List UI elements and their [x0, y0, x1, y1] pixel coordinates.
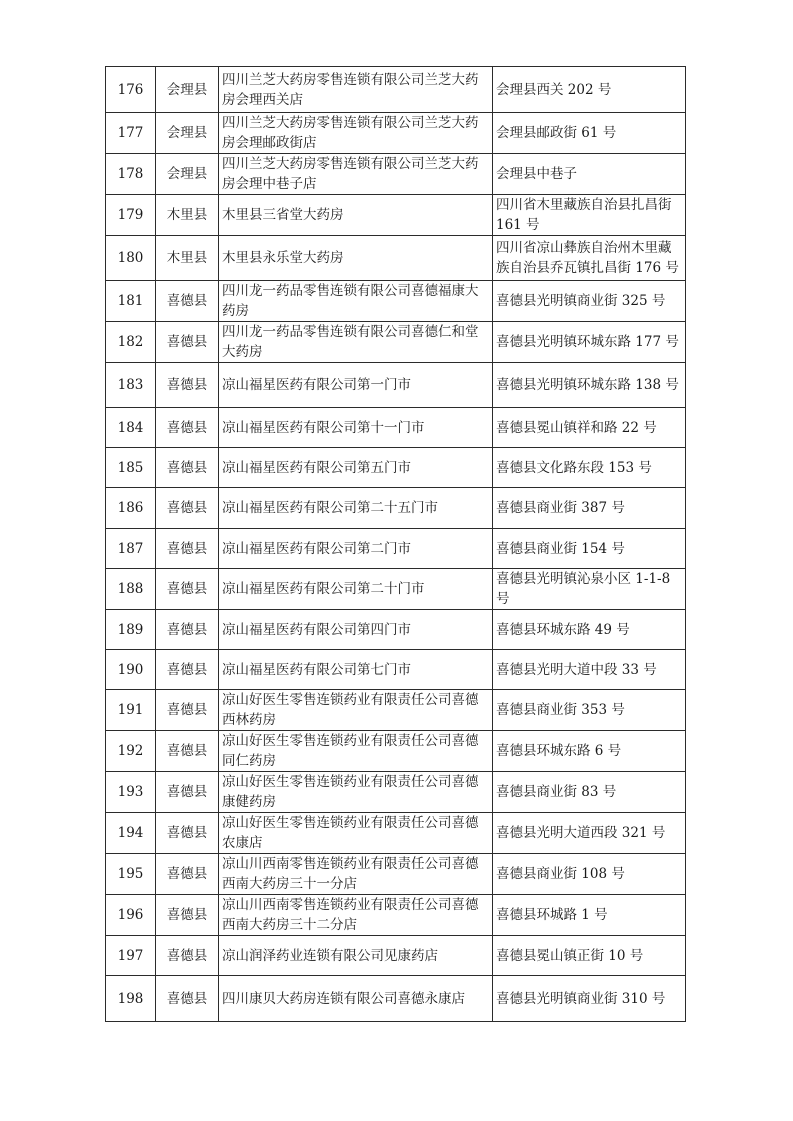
address-cell: 喜德县文化路东段 153 号: [493, 448, 686, 488]
table-row: [106, 650, 686, 690]
county-cell: 木里县: [156, 236, 219, 281]
table-row: [106, 154, 686, 195]
pharmacy-name-cell: 凉山福星医药有限公司第十一门市: [219, 408, 493, 448]
table-row: [106, 408, 686, 448]
table-row: [106, 772, 686, 813]
row-number: 176: [106, 67, 156, 113]
address-cell: 喜德县环城路 1 号: [493, 895, 686, 936]
address-cell: 喜德县冕山镇祥和路 22 号: [493, 408, 686, 448]
address-cell: 喜德县商业街 387 号: [493, 488, 686, 529]
county-cell: 喜德县: [156, 650, 219, 690]
row-number: 197: [106, 936, 156, 976]
table-row: [106, 854, 686, 895]
pharmacy-name-cell: 凉山好医生零售连锁药业有限责任公司喜德农康店: [219, 813, 493, 854]
pharmacy-name-cell: 四川康贝大药房连锁有限公司喜德永康店: [219, 976, 493, 1022]
pharmacy-name-cell: 凉山润泽药业连锁有限公司见康药店: [219, 936, 493, 976]
pharmacy-name-cell: 凉山福星医药有限公司第二十门市: [219, 569, 493, 610]
row-number: 178: [106, 154, 156, 195]
pharmacy-name-cell: 凉山福星医药有限公司第五门市: [219, 448, 493, 488]
county-cell: 喜德县: [156, 488, 219, 529]
address-cell: 喜德县环城东路 6 号: [493, 731, 686, 772]
table-row: [106, 195, 686, 236]
county-cell: 喜德县: [156, 895, 219, 936]
table-row: [106, 113, 686, 154]
pharmacy-name-cell: 凉山川西南零售连锁药业有限责任公司喜德西南大药房三十一分店: [219, 854, 493, 895]
pharmacy-name-cell: 凉山好医生零售连锁药业有限责任公司喜德同仁药房: [219, 731, 493, 772]
row-number: 195: [106, 854, 156, 895]
county-cell: 喜德县: [156, 936, 219, 976]
row-number: 180: [106, 236, 156, 281]
table-row: [106, 529, 686, 569]
table-row: [106, 448, 686, 488]
address-cell: 喜德县商业街 353 号: [493, 690, 686, 731]
table-row: [106, 363, 686, 408]
address-cell: 喜德县光明大道中段 33 号: [493, 650, 686, 690]
address-cell: 喜德县环城东路 49 号: [493, 610, 686, 650]
county-cell: 会理县: [156, 67, 219, 113]
county-cell: 喜德县: [156, 854, 219, 895]
row-number: 198: [106, 976, 156, 1022]
table-row: [106, 322, 686, 363]
table-row: [106, 281, 686, 322]
row-number: 189: [106, 610, 156, 650]
table-row: [106, 488, 686, 529]
table-body: [106, 67, 686, 1022]
table-row: [106, 976, 686, 1022]
address-cell: 会理县中巷子: [493, 154, 686, 195]
pharmacy-name-cell: 凉山福星医药有限公司第一门市: [219, 363, 493, 408]
county-cell: 喜德县: [156, 322, 219, 363]
table-row: [106, 936, 686, 976]
county-cell: 会理县: [156, 154, 219, 195]
county-cell: 喜德县: [156, 408, 219, 448]
county-cell: 喜德县: [156, 569, 219, 610]
county-cell: 喜德县: [156, 529, 219, 569]
county-cell: 会理县: [156, 113, 219, 154]
county-cell: 喜德县: [156, 448, 219, 488]
row-number: 191: [106, 690, 156, 731]
county-cell: 喜德县: [156, 363, 219, 408]
county-cell: 喜德县: [156, 610, 219, 650]
row-number: 177: [106, 113, 156, 154]
address-cell: 喜德县冕山镇正街 10 号: [493, 936, 686, 976]
table-row: [106, 895, 686, 936]
address-cell: 四川省凉山彝族自治州木里藏族自治县乔瓦镇扎昌街 176 号: [493, 236, 686, 281]
table-row: [106, 731, 686, 772]
pharmacy-name-cell: 四川龙一药品零售连锁有限公司喜德仁和堂大药房: [219, 322, 493, 363]
pharmacy-name-cell: 木里县三省堂大药房: [219, 195, 493, 236]
row-number: 182: [106, 322, 156, 363]
pharmacy-name-cell: 凉山福星医药有限公司第二门市: [219, 529, 493, 569]
row-number: 193: [106, 772, 156, 813]
row-number: 186: [106, 488, 156, 529]
pharmacy-name-cell: 四川兰芝大药房零售连锁有限公司兰芝大药房会理邮政街店: [219, 113, 493, 154]
row-number: 185: [106, 448, 156, 488]
county-cell: 喜德县: [156, 772, 219, 813]
address-cell: 喜德县光明镇环城东路 138 号: [493, 363, 686, 408]
table-row: [106, 813, 686, 854]
pharmacy-name-cell: 凉山好医生零售连锁药业有限责任公司喜德西林药房: [219, 690, 493, 731]
row-number: 188: [106, 569, 156, 610]
row-number: 183: [106, 363, 156, 408]
pharmacy-table: [105, 66, 686, 1022]
address-cell: 喜德县光明镇沁泉小区 1-1-8 号: [493, 569, 686, 610]
pharmacy-name-cell: 四川兰芝大药房零售连锁有限公司兰芝大药房会理中巷子店: [219, 154, 493, 195]
pharmacy-name-cell: 凉山好医生零售连锁药业有限责任公司喜德康健药房: [219, 772, 493, 813]
pharmacy-name-cell: 凉山福星医药有限公司第七门市: [219, 650, 493, 690]
address-cell: 喜德县商业街 154 号: [493, 529, 686, 569]
address-cell: 喜德县光明镇环城东路 177 号: [493, 322, 686, 363]
address-cell: 喜德县光明镇商业街 325 号: [493, 281, 686, 322]
table-row: [106, 610, 686, 650]
row-number: 194: [106, 813, 156, 854]
pharmacy-name-cell: 四川龙一药品零售连锁有限公司喜德福康大药房: [219, 281, 493, 322]
pharmacy-name-cell: 木里县永乐堂大药房: [219, 236, 493, 281]
county-cell: 喜德县: [156, 976, 219, 1022]
address-cell: 喜德县商业街 83 号: [493, 772, 686, 813]
address-cell: 会理县邮政街 61 号: [493, 113, 686, 154]
pharmacy-name-cell: 四川兰芝大药房零售连锁有限公司兰芝大药房会理西关店: [219, 67, 493, 113]
county-cell: 喜德县: [156, 731, 219, 772]
county-cell: 喜德县: [156, 690, 219, 731]
address-cell: 喜德县光明镇商业街 310 号: [493, 976, 686, 1022]
table-row: [106, 569, 686, 610]
address-cell: 会理县西关 202 号: [493, 67, 686, 113]
county-cell: 喜德县: [156, 281, 219, 322]
table-row: [106, 236, 686, 281]
row-number: 184: [106, 408, 156, 448]
row-number: 187: [106, 529, 156, 569]
address-cell: 喜德县商业街 108 号: [493, 854, 686, 895]
pharmacy-name-cell: 凉山福星医药有限公司第四门市: [219, 610, 493, 650]
county-cell: 木里县: [156, 195, 219, 236]
row-number: 192: [106, 731, 156, 772]
row-number: 190: [106, 650, 156, 690]
row-number: 179: [106, 195, 156, 236]
county-cell: 喜德县: [156, 813, 219, 854]
row-number: 196: [106, 895, 156, 936]
row-number: 181: [106, 281, 156, 322]
address-cell: 四川省木里藏族自治县扎昌街 161 号: [493, 195, 686, 236]
table-row: [106, 690, 686, 731]
address-cell: 喜德县光明大道西段 321 号: [493, 813, 686, 854]
table-row: [106, 67, 686, 113]
pharmacy-name-cell: 凉山福星医药有限公司第二十五门市: [219, 488, 493, 529]
pharmacy-name-cell: 凉山川西南零售连锁药业有限责任公司喜德西南大药房三十二分店: [219, 895, 493, 936]
